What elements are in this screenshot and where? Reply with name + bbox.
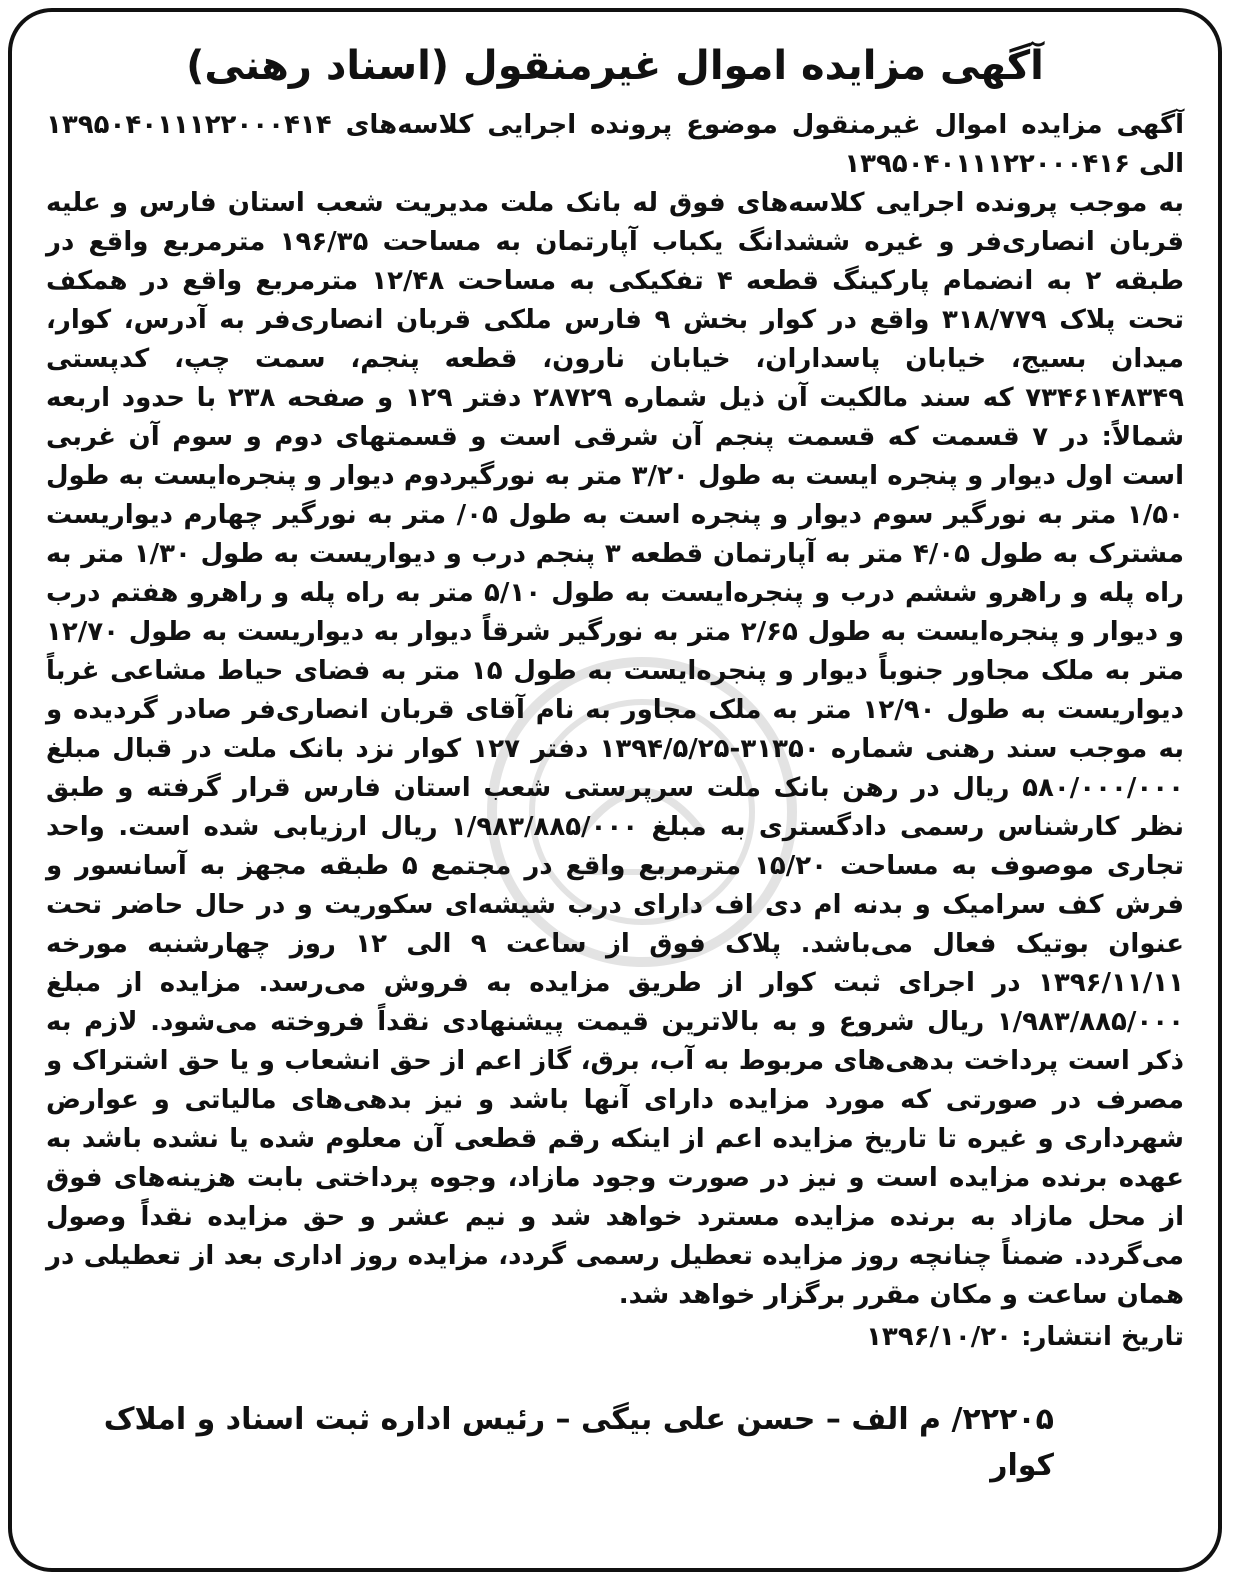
notice-subject: آگهی مزایده اموال غیرمنقول موضوع پرونده اجرایی کلاسه‌های ۱۳۹۵۰۴۰۱۱۱۲۲۰۰۰۴۱۴ الی ۱۳۹۵۰۴۰۱۱۱۲۲۰۰۰۴۱۶ bbox=[46, 110, 1184, 179]
notice-body: به موجب پرونده اجرایی کلاسه‌های فوق له بانک ملت مدیریت شعب استان فارس و علیه قربان انصاری‌فر و غیره ششدانگ یکباب آپارتمان به مساحت ۱۹۶/۳۵ مترمربع واقع در طبقه ۲ به انضمام پارکینگ قطعه ۴ تفکیکی به مساحت ۱۲/۴۸ مترمربع واقع در همکف تحت پلاک ۳۱۸/۷۷۹ واقع در کوار بخش ۹ فارس ملکی قربان انصاری‌فر به آدرس، کوار، میدان بسیج، خیابان پاسداران، خیابان نارون، قطعه پنجم، سمت چپ، کدپستی ۷۳۴۶۱۴۸۳۴۹ که سند مالکیت آن ذیل شماره ۲۸۷۲۹ دفتر ۱۲۹ و صفحه ۲۳۸ با حدود اربعه شمالاً: در ۷ قسمت که قسمت پنجم آن شرقی است و قسمتهای دوم و سوم آن غربی است اول دیوار و پنجره ایست به طول ۳/۲۰ متر به نورگیردوم دیوار و پنجره‌ایست به طول ۱/۵۰ متر به نورگیر سوم دیوار و پنجره است به طول ۰۵/ متر به نورگیر چهارم دیواریست مشترک به طول ۴/۰۵ متر به آپارتمان قطعه ۳ پنجم درب و دیواریست به طول ۱/۳۰ متر به راه پله و راهرو ششم درب و پنجره‌ایست به طول ۵/۱۰ متر به راه پله و راهرو هفتم درب و دیوار و پنجره‌ایست به طول ۲/۶۵ متر به نورگیر شرقاً دیوار به دیواریست به طول ۱۲/۷۰ متر به ملک مجاور جنوباً دیوار و پنجره‌ایست به طول ۱۵ متر به فضای حیاط مشاعی غرباً دیواریست به طول ۱۲/۹۰ متر به ملک مجاور به نام آقای قربان انصاری‌فر صادر گردیده و به موجب سند رهنی شماره ۳۱۳۵۰-۱۳۹۴/۵/۲۵ دفتر ۱۲۷ کوار نزد بانک ملت در قبال مبلغ ۵۸۰/۰۰۰/۰۰۰ ریال در رهن بانک ملت سرپرستی شعب استان فارس قرار گرفته و طبق نظر کارشناس رسمی دادگستری به مبلغ ۱/۹۸۳/۸۸۵/۰۰۰ ریال ارزیابی شده است. واحد تجاری موصوف به مساحت ۱۵/۲۰ مترمربع واقع در مجتمع ۵ طبقه مجهز به آسانسور و فرش کف سرامیک و بدنه ام دی اف دارای درب شیشه‌ای سکوریت و در حال حاضر تحت عنوان بوتیک فعال می‌باشد. پلاک فوق از ساعت ۹ الی ۱۲ روز چهارشنبه مورخه ۱۳۹۶/۱۱/۱۱ در اجرای ثبت کوار از طریق مزایده به فروش می‌رسد. مزایده از مبلغ ۱/۹۸۳/۸۸۵/۰۰۰ ریال شروع و به بالاترین قیمت پیشنهادی نقداً فروخته می‌شود. لازم به ذکر است پرداخت بدهی‌های مربوط به آب، برق، گاز اعم از حق انشعاب و یا حق اشتراک و مصرف در صورتی که مورد مزایده دارای آنها باشد و نیز بدهی‌های مالیاتی و عوارض شهرداری و غیره تا تاریخ مزایده اعم از اینکه رقم قطعی آن معلوم شده یا نشده باشد به عهده برنده مزایده است و نیز در صورت وجود مازاد، وجوه پرداختی بابت هزینه‌های فوق از محل مازاد به برنده مزایده مسترد خواهد شد و نیم عشر و حق مزایده نقداً وصول می‌گردد. ضمناً چنانچه روز مزایده تعطیل رسمی گردد، مزایده روز اداری بعد از تعطیلی در همان ساعت و مکان مقرر برگزار خواهد شد. bbox=[46, 188, 1185, 1310]
notice-title: آگهی مزایده اموال غیرمنقول (اسناد رهنی) bbox=[186, 43, 1044, 89]
notice-frame bbox=[8, 8, 1222, 1572]
publish-date: تاریخ انتشار: ۱۳۹۶/۱۰/۲۰ bbox=[866, 1322, 1184, 1352]
signature-line: ۲۲۲۰۵/ م الف – حسن علی بیگی – رئیس اداره ثبت اسناد و املاک کوار bbox=[103, 1402, 1054, 1483]
notice-document bbox=[46, 34, 1184, 1489]
